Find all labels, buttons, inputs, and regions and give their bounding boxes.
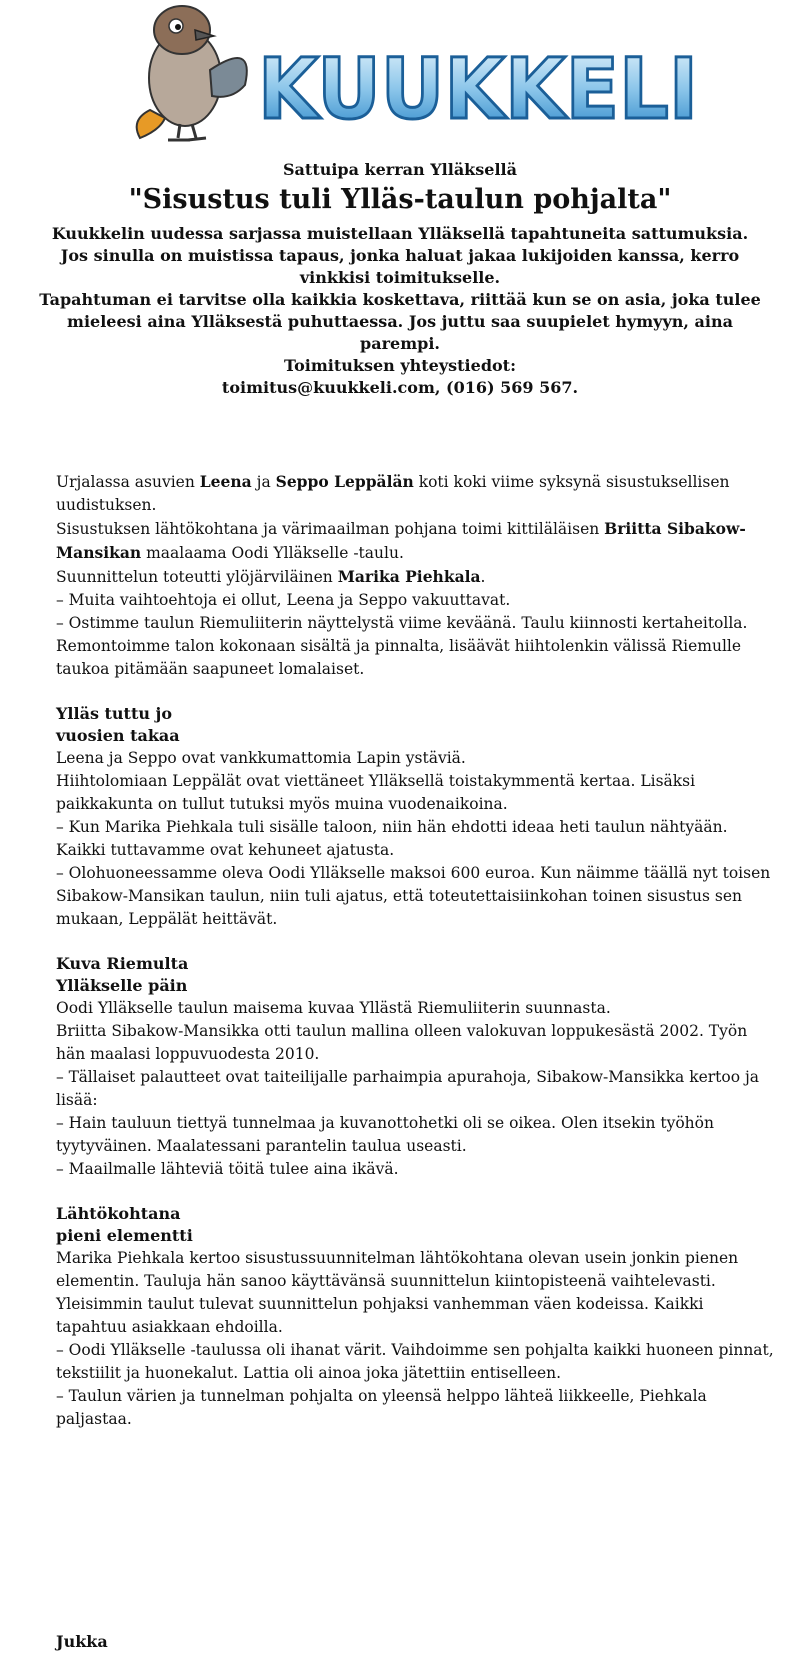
kuukkeli-bird-icon [137,6,247,140]
intro-block [30,150,770,399]
article-paragraph: Yleisimmin taulut tulevat suunnittelun pohjaksi vanhemman väen kodeissa. Kaikki tapahtuu asiakkaan ehdoilla. [56,1295,704,1336]
article-paragraph: Marika Piehkala kertoo sisustussuunnitelman lähtökohtana olevan usein jonkin pienen elementin. Tauluja hän sanoo käyttävänsä suunnittelun kiintopisteenä vaihtelevasti. [56,1249,739,1290]
contact-label: Toimituksen yhteystiedot: [284,356,516,375]
article-paragraph: – Hain tauluun tiettyä tunnelmaa ja kuvanottohetki oli se oikea. Olen itsekin työhön tyytyväinen. Maalatessani parantelin taulua useasti. [56,1114,714,1155]
article-paragraph: Sisustuksen lähtökohtana ja värimaailman pohjana toimi kittiläläisen Briitta Sibakow-Mansikan maalaama Oodi Ylläkselle -taulu. [56,519,746,562]
article-paragraph: Hiihtolomiaan Leppälät ovat viettäneet Ylläksellä toistakymmentä kertaa. Lisäksi paikkakunta on tullut tutuksi myös muina vuodenaikoina. [56,772,696,813]
person-name: Seppo Leppälän [275,472,414,491]
section-heading: Lähtökohtana pieni elementti [56,1204,193,1245]
article-paragraph: Leena ja Seppo ovat vankkumattomia Lapin ystäviä. [56,749,466,767]
article-paragraph: – Ostimme taulun Riemuliiterin näyttelystä viime keväänä. Taulu kiinnosti kertaheitolla. Remontoimme talon kokonaan sisältä ja pinnalta, lisäävät hiihtolenkin välissä Riemulle taukoa pitämään saapuneet lomalaiset. [56,614,748,678]
article-section [56,1203,776,1431]
lead-paragraph: Tapahtuman ei tarvitse olla kaikkia koskettava, riittää kun se on asia, joka tulee mieleesi aina Ylläksestä puhuttaessa. Jos juttu saa suupielet hymyyn, aina parempi. [39,290,761,353]
article-paragraph: – Muita vaihtoehtoja ei ollut, Leena ja Seppo vakuuttavat. [56,591,511,609]
article-paragraph: Suunnittelun toteutti ylöjärviläinen Marika Piehkala. [56,567,486,586]
person-name: Briitta Sibakow-Mansikan [56,519,746,562]
masthead [0,0,800,150]
lead-paragraph: Jos sinulla on muistissa tapaus, jonka haluat jakaa lukijoiden kanssa, kerro vinkkisi toimitukselle. [60,246,740,287]
article-paragraph: – Oodi Ylläkselle -taulussa oli ihanat värit. Vaihdoimme sen pohjalta kaikki huoneen pinnat, tekstiilit ja huonekalut. Lattia oli ainoa joka jätettiin entiselleen. [56,1341,774,1382]
article-paragraph: – Taulun värien ja tunnelman pohjalta on yleensä helppo lähteä liikkeelle, Piehkala paljastaa. [56,1387,707,1428]
article-paragraph: Urjalassa asuvien Leena ja Seppo Leppälän koti koki viime syksynä sisustuksellisen uudistuksen. [56,472,730,514]
kicker: Sattuipa kerran Ylläksellä [283,160,517,179]
masthead-art [0,0,800,150]
logo-wordmark: KUUKKELI [258,40,698,138]
article-paragraph: Briitta Sibakow-Mansikka otti taulun mallina olleen valokuvan loppukesästä 2002. Työn hän maalasi loppuvuodesta 2010. [56,1022,748,1063]
article-paragraph: – Maailmalle lähteviä töitä tulee aina ikävä. [56,1160,399,1178]
contact-info[interactable]: toimitus@kuukkeli.com, (016) 569 567. [221,378,579,397]
section-heading: Ylläs tuttu jo vuosien takaa [56,704,180,745]
article-paragraph: Oodi Ylläkselle taulun maisema kuvaa Yllästä Riemuliiterin suunnasta. [56,999,611,1017]
person-name: Leena [199,472,252,491]
section-heading: Kuva Riemulta Ylläkselle päin [56,954,189,995]
article-section [56,953,776,1181]
article-paragraph: – Olohuoneessamme oleva Oodi Ylläkselle maksoi 600 euroa. Kun näimme täällä nyt toisen Sibakow-Mansikan taulun, niin tuli ajatus, että toteutettaisiinkohan toinen sisustus sen mukaan, Leppälät heittävät. [56,864,771,928]
article-paragraph: – Tällaiset palautteet ovat taiteilijalle parhaimpia apurahoja, Sibakow-Mansikka kertoo ja lisää: [56,1068,760,1109]
article-body [56,470,776,1431]
byline: Jukka [56,1632,108,1651]
article-section [56,703,776,931]
page-title: "Sisustus tuli Ylläs-taulun pohjalta" [128,184,672,215]
person-name: Marika Piehkala [337,567,481,586]
article-paragraph: – Kun Marika Piehkala tuli sisälle taloon, niin hän ehdotti ideaa heti taulun nähtyään. Kaikki tuttavamme ovat kehuneet ajatusta. [56,818,728,859]
lead-paragraph: Kuukkelin uudessa sarjassa muistellaan Ylläksellä tapahtuneita sattumuksia. [51,224,749,243]
